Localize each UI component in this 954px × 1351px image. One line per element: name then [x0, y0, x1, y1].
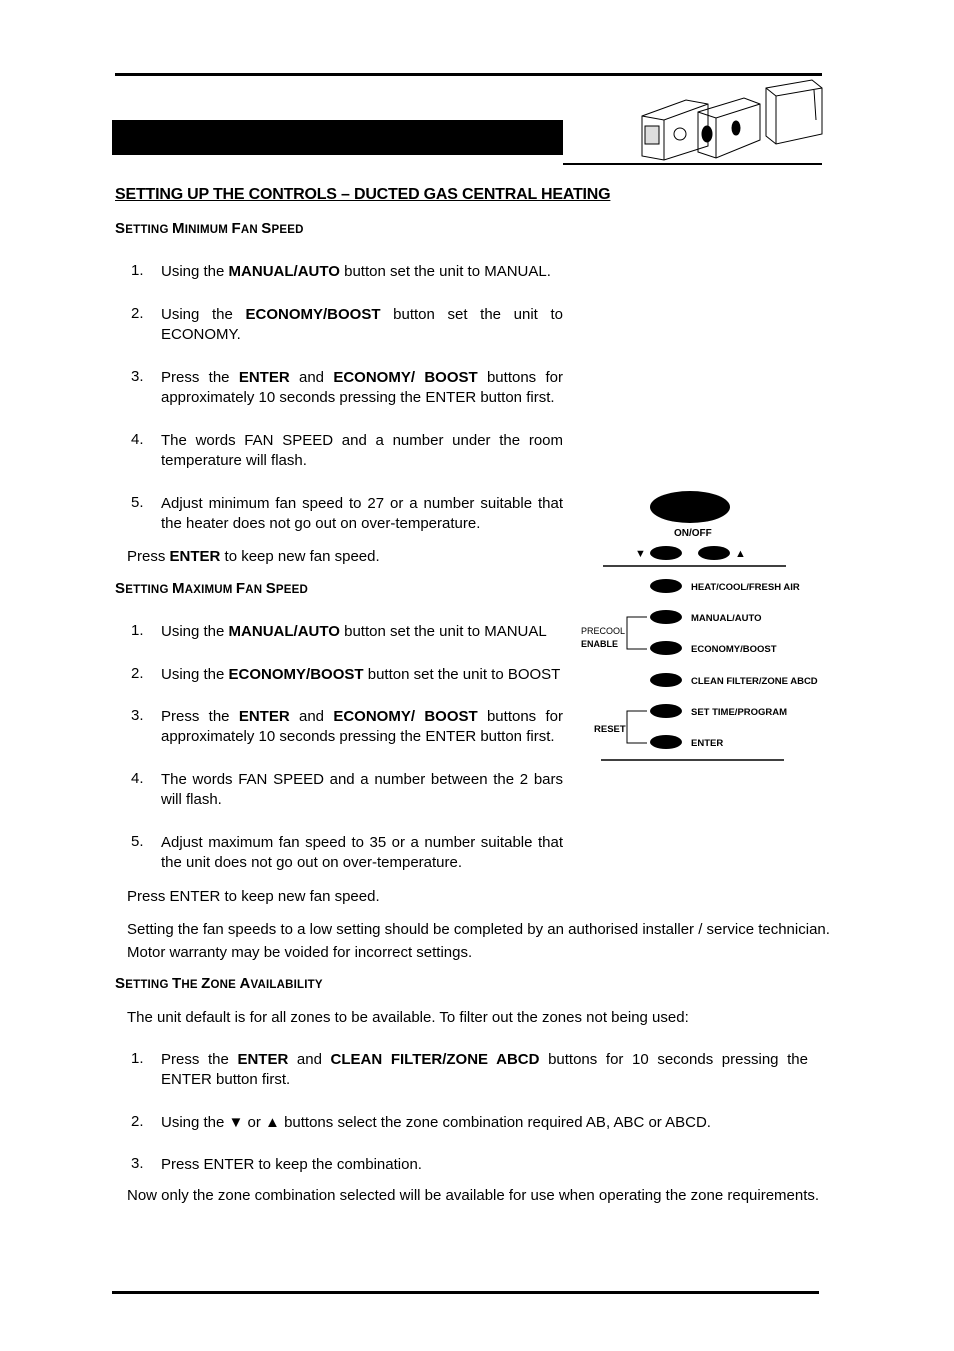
- economy-boost-label: ECONOMY/BOOST: [691, 644, 777, 655]
- reset-bracket: [627, 711, 647, 743]
- down-button-shape: [650, 546, 682, 560]
- precool-label: PRECOOL: [581, 626, 626, 636]
- manual-auto-label: MANUAL/AUTO: [691, 613, 762, 624]
- footer-rule: [112, 1291, 819, 1294]
- list-item: Adjust minimum fan speed to 27 or a number suitable that the heater does not go out on over-temperature.: [161, 495, 563, 532]
- zone-outro: Now only the zone combination selected will be available for use when operating the zone requirements.: [127, 1187, 820, 1204]
- list-item: Using the ECONOMY/BOOST button set the unit to ECONOMY.: [161, 306, 563, 343]
- section-heading-min-fan-speed: SETTING MINIMUM FAN SPEED: [115, 220, 304, 237]
- section-heading-zone-availability: SETTING THE ZONE AVAILABILITY: [115, 975, 323, 992]
- list-number: 2.: [131, 305, 144, 322]
- list-number: 2.: [131, 1113, 144, 1130]
- list-item: Using the MANUAL/AUTO button set the unit to MANUAL: [161, 623, 547, 640]
- heat-cool-button-shape: [650, 579, 682, 593]
- heat-cool-label: HEAT/COOL/FRESH AIR: [691, 582, 800, 593]
- list-item: The words FAN SPEED and a number under the room temperature will flash.: [161, 432, 563, 469]
- economy-boost-button-shape: [650, 641, 682, 655]
- enable-label: ENABLE: [581, 639, 619, 649]
- list-number: 5.: [131, 494, 144, 511]
- list-item: Press ENTER to keep the combination.: [161, 1156, 422, 1173]
- manual-auto-button-shape: [650, 610, 682, 624]
- list-number: 4.: [131, 770, 144, 787]
- list-item: Press the ENTER and ECONOMY/ BOOST buttons for approximately 10 seconds pressing the ENTER button first.: [161, 708, 563, 745]
- up-button-shape: [698, 546, 730, 560]
- on-off-label: ON/OFF: [674, 528, 712, 539]
- header-top-rule: [115, 73, 822, 76]
- list-number: 2.: [131, 665, 144, 682]
- list-number: 1.: [131, 1050, 144, 1067]
- precool-bracket: [627, 617, 647, 649]
- header-bottom-rule: [563, 163, 822, 165]
- list-item: Using the ▼ or ▲ buttons select the zone combination required AB, ABC or ABCD.: [161, 1114, 711, 1131]
- zone-intro: The unit default is for all zones to be available. To filter out the zones not being used:: [127, 1009, 689, 1026]
- list-item: Using the MANUAL/AUTO button set the unit to MANUAL.: [161, 263, 551, 280]
- warning-line-2: Motor warranty may be voided for incorrect settings.: [127, 944, 473, 961]
- page-title: SETTING UP THE CONTROLS – DUCTED GAS CENTRAL HEATING: [115, 186, 611, 203]
- list-number: 3.: [131, 707, 144, 724]
- warning-line-1: Setting the fan speeds to a low setting should be completed by an authorised installer / service technician.: [127, 921, 830, 938]
- reset-label: RESET: [594, 724, 626, 735]
- list-number: 1.: [131, 262, 144, 279]
- list-item: Using the ECONOMY/BOOST button set the unit to BOOST: [161, 666, 561, 683]
- min-press-enter-text: Press ENTER to keep new fan speed.: [127, 548, 380, 565]
- clean-filter-button-shape: [650, 673, 682, 687]
- list-number: 3.: [131, 1155, 144, 1172]
- control-panel-diagram: [575, 485, 820, 770]
- section-heading-max-fan-speed: SETTING MAXIMUM FAN SPEED: [115, 580, 309, 597]
- list-item: The words FAN SPEED and a number between the 2 bars will flash.: [161, 771, 563, 808]
- list-number: 5.: [131, 833, 144, 850]
- list-item: Adjust maximum fan speed to 35 or a number suitable that the unit does not go out on over-temperature.: [161, 834, 563, 871]
- header-title-bar: [112, 120, 563, 155]
- list-item: Press the ENTER and ECONOMY/ BOOST buttons for approximately 10 seconds pressing the ENTER button first.: [161, 369, 563, 406]
- set-time-button-shape: [650, 704, 682, 718]
- up-arrow-icon: ▲: [735, 548, 746, 560]
- list-number: 3.: [131, 368, 144, 385]
- list-number: 1.: [131, 622, 144, 639]
- enter-label: ENTER: [691, 738, 724, 749]
- list-item: Press the ENTER and CLEAN FILTER/ZONE ABCD buttons for 10 seconds pressing the ENTER button first.: [161, 1051, 808, 1088]
- max-press-enter-text: Press ENTER to keep new fan speed.: [127, 888, 380, 905]
- clean-filter-label: CLEAN FILTER/ZONE ABCD: [691, 676, 818, 687]
- set-time-label: SET TIME/PROGRAM: [691, 707, 788, 718]
- enter-button-shape: [650, 735, 682, 749]
- heater-units-illustration: [636, 78, 826, 162]
- on-off-button-shape: [650, 491, 730, 523]
- down-arrow-icon: ▼: [635, 548, 646, 560]
- list-number: 4.: [131, 431, 144, 448]
